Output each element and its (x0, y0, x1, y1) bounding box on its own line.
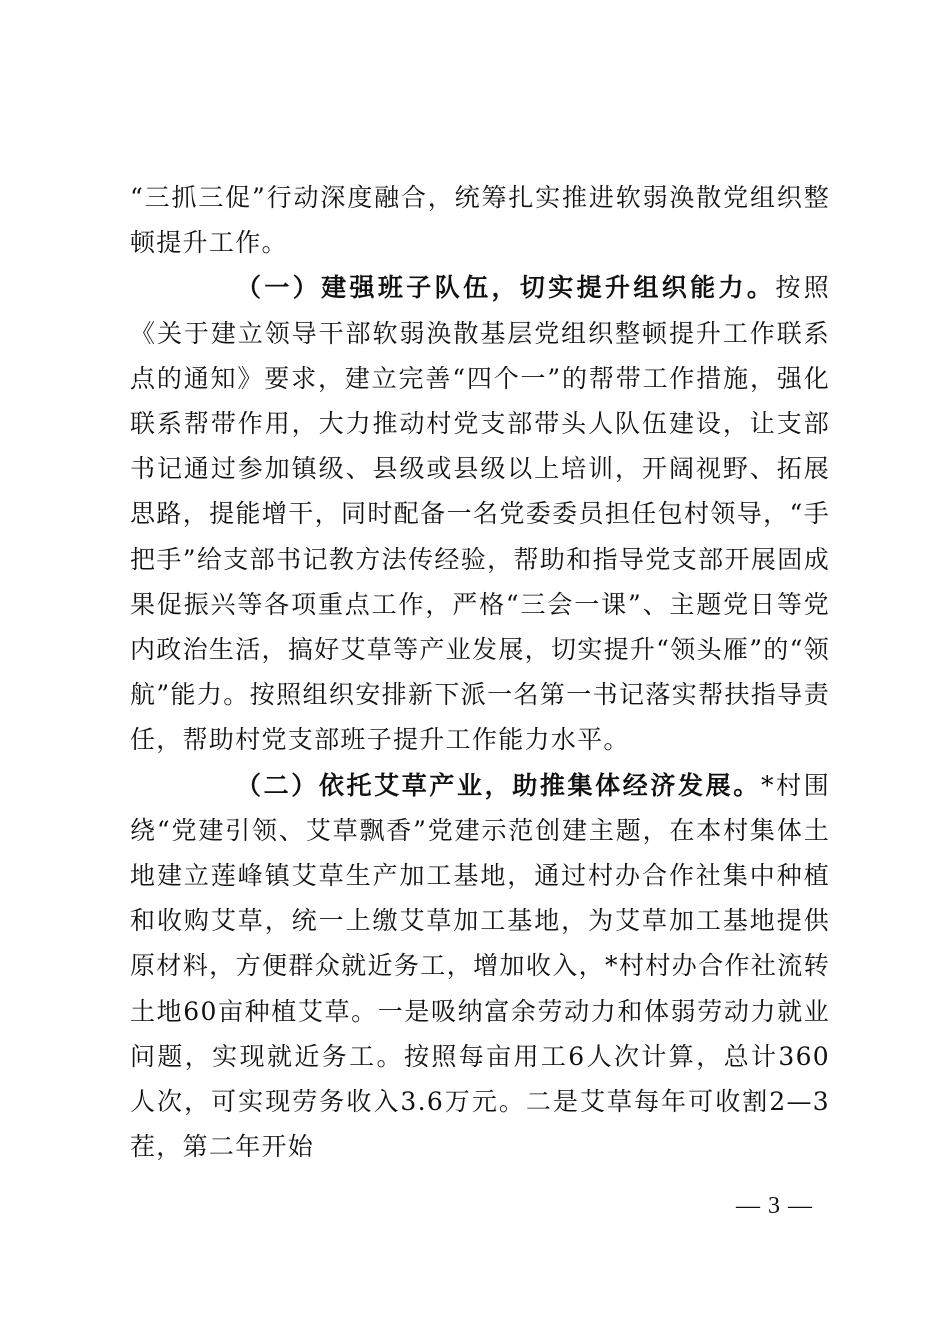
section-heading: （二）依托艾草产业，助推集体经济发展。 (236, 770, 761, 800)
paragraph-section-2 (130, 763, 830, 1170)
paragraph-text: *村围绕“党建引领、艾草飘香”党建示范创建主题，在本村集体土地建立莲峰镇艾草生产加工基地，通过村办合作社集中种植和收购艾草，统一上缴艾草加工基地，为艾草加工基地提供原材料，方便群众就近务工，增加收入，*村村办合作社流转土地60亩种植艾草。一是吸纳富余劳动力和体弱劳动力就业问题，实现就近务工。按照每亩用工6人次计算，总计360人次，可实现劳务收入3.6万元。二是艾草每年可收割2—3茬，第二年开始 (130, 770, 830, 1162)
paragraph-section-1 (130, 265, 830, 762)
section-heading: （一）建强班子队伍，切实提升组织能力。 (236, 273, 776, 303)
paragraph-text: 按照《关于建立领导干部软弱涣散基层党组织整顿提升工作联系点的通知》要求，建立完善“四个一”的帮带工作措施，强化联系帮带作用，大力推动村党支部带头人队伍建设，让支部书记通过参加镇级、县级或县级以上培训，开阔视野、拓展思路，提能增干，同时配备一名党委委员担任包村领导，“手把手”给支部书记教方法传经验，帮助和指导党支部开展固成果促振兴等各项重点工作，严格“三会一课”、主题党日等党内政治生活，搞好艾草等产业发展，切实提升“领头雁”的“领航”能力。按照组织安排新下派一名第一书记落实帮扶指导责任，帮助村党支部班子提升工作能力水平。 (130, 273, 830, 755)
paragraph-continuation (130, 175, 830, 265)
paragraph-text: “三抓三促”行动深度融合，统筹扎实推进软弱涣散党组织整顿提升工作。 (130, 183, 830, 258)
page-number: — 3 — (736, 1193, 813, 1219)
body-text (130, 175, 830, 1169)
